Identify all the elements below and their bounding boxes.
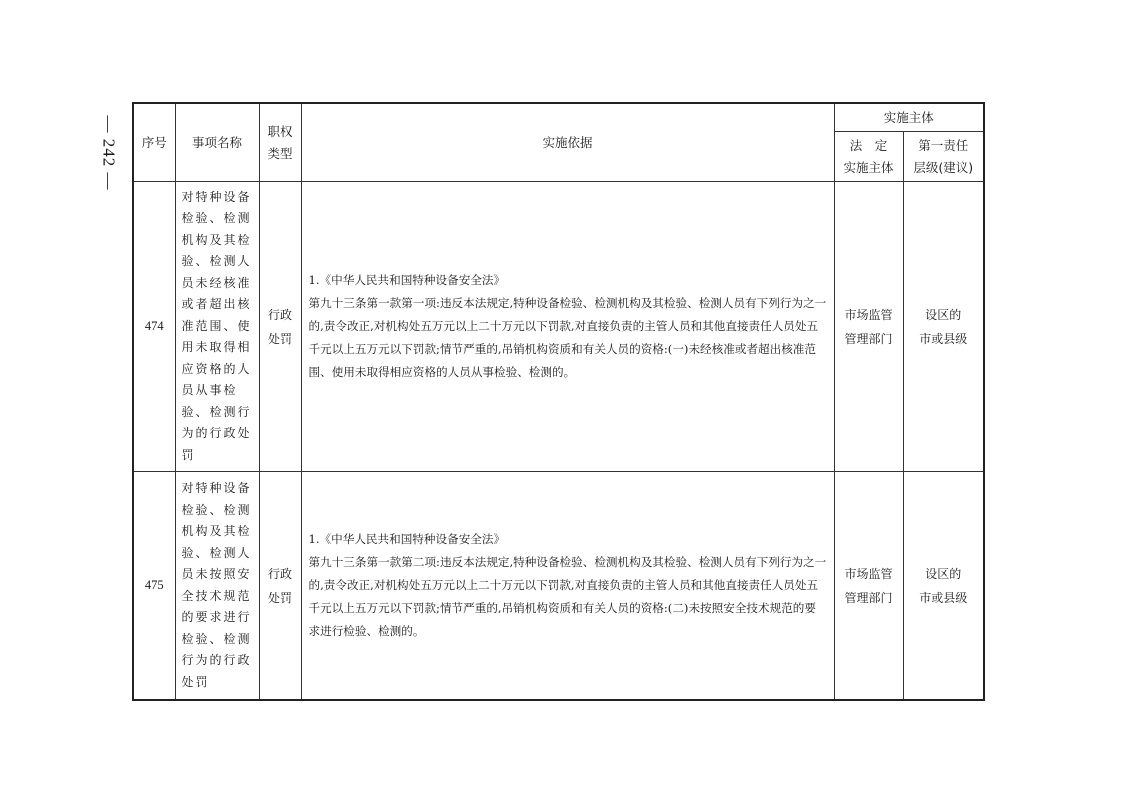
row-legal-line1: 市场监管	[844, 307, 893, 322]
header-name: 事项名称	[175, 103, 259, 182]
row-resp-line1: 设区的	[925, 307, 962, 322]
header-basis: 实施依据	[301, 103, 834, 182]
row-seq: 475	[133, 472, 175, 701]
row-type-line1: 行政	[267, 566, 292, 581]
header-type	[259, 103, 301, 182]
row-legal-line1: 市场监管	[844, 566, 893, 581]
header-legal-line1: 法 定	[849, 137, 888, 153]
row-name: 对特种设备检验、检测机构及其检验、检测人员未按照安全技术规范的要求进行检验、检测行为的行政处罚	[175, 472, 259, 701]
row-responsibility-level	[903, 472, 984, 701]
header-resp-line1: 第一责任	[918, 137, 969, 153]
enforcement-table	[132, 102, 985, 701]
row-type-line1: 行政	[267, 307, 292, 322]
row-resp-line2: 市或县级	[919, 590, 968, 605]
header-subject: 实施主体	[834, 103, 984, 132]
row-legal-subject	[834, 472, 903, 701]
row-basis-title: 1.《中华人民共和国特种设备安全法》	[308, 532, 506, 546]
row-responsibility-level	[903, 182, 984, 472]
page-number-text: — 242 —	[99, 115, 118, 191]
table-row	[133, 472, 984, 701]
row-basis-text: 第九十三条第一款第一项:违反本法规定,特种设备检验、检测机构及其检验、检测人员有下列行为之一的,责令改正,对机构处五万元以上二十万元以下罚款,对直接负责的主管人员和其他直接责任人员处五千元以上五万元以下罚款;情节严重的,吊销机构资质和有关人员的资格:(一)未经核准或者超出核准范围、使用未取得相应资格的人员从事检验、检测的。	[308, 296, 827, 379]
row-legal-line2: 管理部门	[844, 331, 893, 346]
header-seq: 序号	[133, 103, 175, 182]
header-responsibility-level	[903, 132, 984, 182]
page-number	[88, 108, 128, 198]
header-resp-line2: 层级(建议)	[913, 159, 974, 175]
header-type-line2: 类型	[267, 145, 293, 161]
row-resp-line1: 设区的	[925, 566, 962, 581]
row-basis	[301, 472, 834, 701]
header-row-top	[133, 103, 984, 132]
row-type	[259, 472, 301, 701]
row-type-line2: 处罚	[267, 590, 292, 605]
header-type-line1: 职权	[267, 123, 293, 139]
row-basis-title: 1.《中华人民共和国特种设备安全法》	[308, 273, 506, 287]
row-seq: 474	[133, 182, 175, 472]
row-basis	[301, 182, 834, 472]
row-name: 对特种设备检验、检测机构及其检验、检测人员未经核准或者超出核准范围、使用未取得相应资格的人员从事检验、检测行为的行政处罚	[175, 182, 259, 472]
row-basis-text: 第九十三条第一款第二项:违反本法规定,特种设备检验、检测机构及其检验、检测人员有下列行为之一的,责令改正,对机构处五万元以上二十万元以下罚款,对直接负责的主管人员和其他直接责任人员处五千元以上五万元以下罚款;情节严重的,吊销机构资质和有关人员的资格:(二)未按照安全技术规范的要求进行检验、检测的。	[308, 555, 827, 638]
row-resp-line2: 市或县级	[919, 331, 968, 346]
table-row	[133, 182, 984, 472]
row-type	[259, 182, 301, 472]
row-legal-line2: 管理部门	[844, 590, 893, 605]
row-type-line2: 处罚	[267, 331, 292, 346]
header-legal-subject	[834, 132, 903, 182]
row-legal-subject	[834, 182, 903, 472]
header-legal-line2: 实施主体	[843, 159, 894, 175]
